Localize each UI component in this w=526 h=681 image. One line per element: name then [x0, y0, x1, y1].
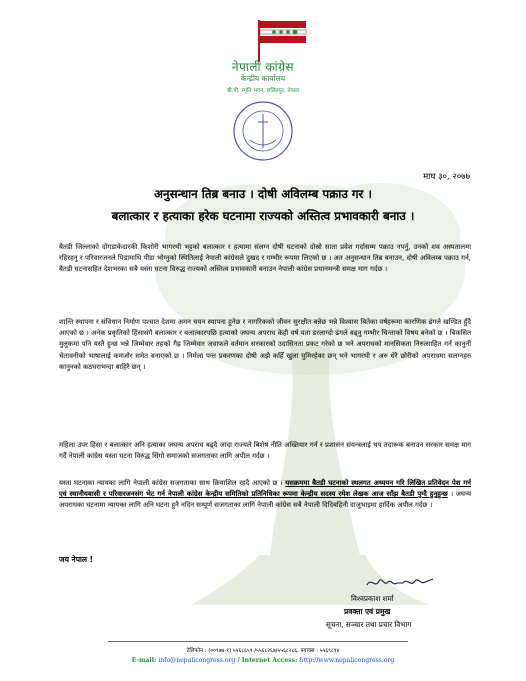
- signatory-title: प्रवक्ता एवं प्रमुख: [344, 607, 391, 616]
- website-link[interactable]: http://www.nepalicongress.org: [299, 657, 395, 664]
- party-name: नेपाली कांग्रेस: [231, 60, 295, 74]
- footer-contact: [0, 657, 526, 664]
- closing-salutation: जय नेपाल !: [59, 555, 94, 564]
- footer-divider: [108, 641, 408, 642]
- paragraph-4-highlight: यसक्रममा बैतडी घटनाको स्थलगत अध्ययन गरि लिखित प्रतिवेदन पेश गर्न एवं स्थानीयबासी र परिवारजनसंग भेट गर्न नेपाली कांग्रेस केन्द्रीय समितिको प्रतिनिधिका रूपमा केन्द्रीय सदस्य रमेश लेखक आज साँझ बैतडी पुग्दै हुनुहुन्छ: [59, 479, 471, 499]
- email-link[interactable]: info@nepalicongress.org: [158, 657, 236, 664]
- headline-1: अनुसन्धान तिब्र बनाउ । दोषी अविलम्ब पक्राउ गर ।: [154, 187, 372, 201]
- paragraph-4: [59, 478, 471, 512]
- signatory-name: विश्वप्रकाश शर्मा: [351, 594, 394, 603]
- tree-watermark: [150, 175, 470, 615]
- paragraph-2: शान्ति स्थापना र संविधान निर्माण पश्चात देशमा अमन चयन स्थापना हुनेछ र नागरिकको जीवन सुरक्षीत बन्नेछ भन्ने विश्वास बितेका वर्षहरूमा कारणिक ढंगले खण्डित हुँदै आएको छ । अनेक प्रकृतिको हिंसासंगै बलात्कार र बलात्कारपछि हत्याको जघन्य अपराध केही वर्ष यता डरलाग्दो ढंगले बढ्नु गम्भीर चिन्ताको विषय बनेको छ । बिकसित मुलुकमा पनि यस्तै हुन्छ भन्ने जिम्मेवार तहको गैह्र जिम्मेवार जवाफले वर्तमान सरकारको उदासिनता प्रकट गरेको छ भने अपराधको मानसिकता निरुत्साहित गर्न कानुनी चेतावनीको भाषालाई कमजोर समेत बनाएको छ । निर्मला पन्त प्रकरणका दोषी अझै कहिँ खुला घुमिरहेका छन् भने भागरथी र अरु धेरै छोरीको अपराधमा सलग्नहरु कानुनको कठघराभन्दा बाहिरै छन् ।: [59, 318, 471, 371]
- office-address: बी.पी. स्मृति भवन, ललितपुर, नेपाल: [227, 88, 299, 94]
- paragraph-4-rest: । जघन्य अपराधका घटनामा न्यायका लागि अनि घटना हुनै नदिन सम्पूर्ण सजगताका लागि नेपाली कांग्रेस सबै नेपाली दिदिबहिनी दाजुभाइमा हार्दिक अपील गर्दछ ।: [59, 490, 471, 510]
- internet-label: / Internet Access:: [235, 657, 300, 664]
- party-seal-stamp: [232, 100, 294, 162]
- headline-2: बलात्कार र हत्याका हरेक घटनामा राज्यको अस्तित्व प्रभावकारी बनाउ ।: [111, 209, 415, 223]
- signatory-department: सूचना, सञ्चार तथा प्रचार विभाग: [326, 620, 412, 629]
- footer-phone: टेलिफोन : (००९७७-१) ५५६८६५९ /५५६८२६७/५५६८२८६, फ्याक्स : ५५६९८९४: [186, 648, 340, 654]
- handwritten-signature: [365, 573, 435, 593]
- office-name: केन्द्रीय कार्यालय: [240, 74, 286, 83]
- paragraph-3: महिला उपर हिंसा र बलात्कार अनि हत्याका जघन्य अपराध बढ्दै जादा राज्यले बिशेष नीति अख्तियार गर्न र प्रशासन संयन्त्रलाई थप तदारूक बनाउन सरकार समक्ष माग गर्दै नेपाली कांग्रेस यस्ता घटना विरुद्ध सिंगो समाजको सजगताका लागि अपील गर्दछ ।: [59, 441, 471, 461]
- party-flag-logo: [250, 18, 310, 62]
- release-date: माघ ३०, २०७७: [423, 172, 470, 182]
- paragraph-1: बैतडी जिल्लाको दोगडाकेदारकी किशोरी भागरथी भट्टको बलात्कार र हत्यामा संलग्न दोषी घटनाको दोस्रो साता प्रवेश गर्दासम्म पक्राउ नपर्नु, उनको शव अस्पतालमा रहिरहनु र परिवारजनले पिडामाथि पीडा भोग्नुको स्थितिलाई नेपाली कांग्रेसले दुखद र गम्भीर रूपमा लिएको छ । अत अनुसन्धान तिब्र बनाउन, दोषी अविलम्ब पक्राउ गर्न, बैतडी घटनासहित देशभरका सबै यस्ता घटना विरुद्ध राज्यको अस्तित्व प्रभावकारी बनाउन नेपाली कांग्रेस प्रधानमन्त्री समक्ष माग गर्दछ ।: [59, 243, 471, 274]
- paragraph-4-intro: यस्ता घटनाका न्यायका लागि नेपाली कांग्रेस सजगताका साथ क्रियाशिल रहदै आएको छ ।: [59, 479, 286, 487]
- email-label: E-mail:: [131, 657, 159, 664]
